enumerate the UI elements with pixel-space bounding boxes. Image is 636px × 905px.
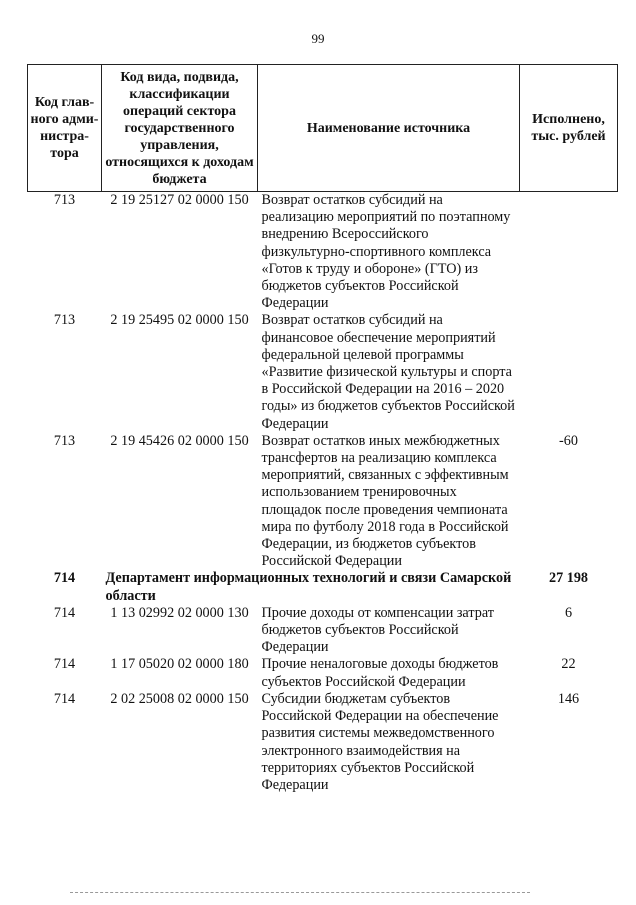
department-admin-code-cell: 714 <box>53 570 76 587</box>
source-name-cell: Субсидии бюджетам субъектов Российской Федерации на обеспечение развития системы межведомственного электронного взаимодействия на территориях субъектов Российской Федерации <box>261 690 499 793</box>
classification-code-cell: 1 13 02992 02 0000 130 <box>110 604 249 621</box>
classification-code-cell: 2 02 25008 02 0000 150 <box>110 690 249 707</box>
classification-code-cell: 2 19 25127 02 0000 150 <box>110 192 249 208</box>
table-row <box>28 605 618 657</box>
table-row <box>28 691 618 794</box>
admin-code-cell: 714 <box>53 690 76 707</box>
table-row <box>28 192 618 313</box>
source-name-cell: Прочие доходы от компенсации затрат бюджетов субъектов Российской Федерации <box>261 604 494 656</box>
amount-cell: 22 <box>561 656 576 673</box>
amount-cell <box>520 192 618 313</box>
header-classification-code: Код вида, подвида, классификации операций сектора государственного управления, относящихся к доходам бюджета <box>102 65 258 192</box>
table-body <box>28 192 618 795</box>
revenue-table <box>27 64 618 794</box>
source-name-cell: Прочие неналоговые доходы бюджетов субъектов Российской Федерации <box>261 656 499 690</box>
amount-cell: -60 <box>559 432 578 449</box>
source-name-cell: Возврат остатков субсидий на финансовое обеспечение мероприятий федеральной целевой программы «Развитие физической культуры и спорта в Российской Федерации на 2016 – 2020 годы» из бюджетов субъектов Российской Федерации <box>261 312 515 432</box>
header-source-name: Наименование источника <box>258 65 520 192</box>
amount-cell: 146 <box>557 690 580 707</box>
amount-cell <box>520 312 618 432</box>
department-total-cell: 27 198 <box>548 570 588 587</box>
table-row <box>28 656 618 690</box>
header-admin-code: Код глав-ного адми-нистра-тора <box>28 65 102 192</box>
amount-cell: 6 <box>564 604 573 621</box>
page-number: 99 <box>311 31 325 46</box>
admin-code-cell: 714 <box>53 604 76 621</box>
classification-code-cell: 2 19 25495 02 0000 150 <box>110 312 249 329</box>
classification-code-cell: 2 19 45426 02 0000 150 <box>110 432 249 449</box>
table-row <box>28 312 618 432</box>
department-name-cell: Департамент информационных технологий и связи Самарской области <box>105 570 512 604</box>
footer-divider <box>70 892 530 894</box>
admin-code-cell: 713 <box>53 312 76 329</box>
table-header-row <box>28 65 618 192</box>
source-name-cell: Возврат остатков иных межбюджетных трансфертов на реализацию комплекса мероприятий, связанных с эффективным использованием тренировочных площадок после проведения чемпионата мира по футболу 2018 года в Российской Федерации, из бюджетов субъектов Российской Федерации <box>261 432 509 570</box>
table-row <box>28 433 618 571</box>
classification-code-cell: 1 17 05020 02 0000 180 <box>110 656 249 673</box>
admin-code-cell: 714 <box>53 656 76 673</box>
admin-code-cell: 713 <box>53 192 76 208</box>
department-row <box>28 570 618 604</box>
revenue-table-container <box>27 64 617 794</box>
header-executed-amount: Исполнено, тыс. рублей <box>520 65 618 192</box>
source-name-cell: Возврат остатков субсидий на реализацию мероприятий по поэтапному внедрению Всероссийского физкультурно-спортивного комплекса «Готов к труду и обороне» (ГТО) из бюджетов субъектов Российской Федерации <box>261 192 511 312</box>
admin-code-cell: 713 <box>53 432 76 449</box>
